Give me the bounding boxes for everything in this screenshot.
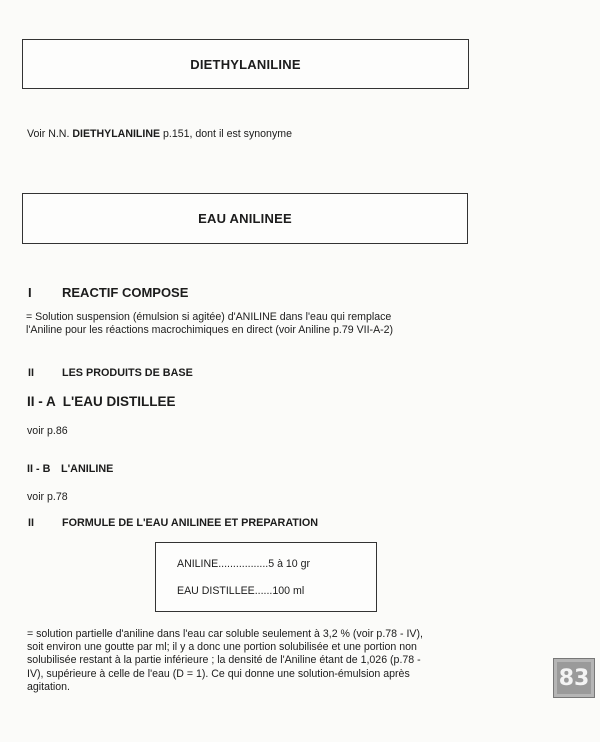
eau-anilinee-title-box xyxy=(22,193,468,244)
reference-suffix: p.151, dont il est synonyme xyxy=(160,128,292,140)
diethylaniline-title: DIETHYLANILINE xyxy=(190,56,301,72)
page-number: 83 xyxy=(553,658,595,698)
diethylaniline-reference xyxy=(27,128,292,141)
heading-reactif-compose xyxy=(28,285,188,300)
formula-line-eau-distillee: EAU DISTILLEE......100 ml xyxy=(177,585,305,597)
heading-eau-distillee: II - A L'EAU DISTILLEE xyxy=(27,394,176,409)
heading-text: LES PRODUITS DE BASE xyxy=(62,367,193,379)
heading-produits-de-base xyxy=(28,367,193,379)
heading-text: FORMULE DE L'EAU ANILINEE ET PREPARATION xyxy=(62,517,319,529)
heading-text: REACTIF COMPOSE xyxy=(62,285,189,300)
reactif-description xyxy=(26,311,393,337)
description-line: = Solution suspension (émulsion si agitée) d'ANILINE dans l'eau qui remplace xyxy=(26,311,392,323)
heading-number: I xyxy=(28,285,32,300)
solution-explanation xyxy=(27,628,423,694)
heading-text: L'ANILINE xyxy=(61,463,114,475)
diethylaniline-title-box xyxy=(22,39,469,89)
description-line: l'Aniline pour les réactions macrochimiques en direct (voir Aniline p.79 VII-A-2) xyxy=(26,324,394,336)
eau-anilinee-title: EAU ANILINEE xyxy=(198,211,292,226)
explanation-line: = solution partielle d'aniline dans l'eau car soluble seulement à 3,2 % (voir p.78 - IV), xyxy=(27,628,423,640)
explanation-line: soit environ une goutte par ml; il y a donc une portion solubilisée et une portion non xyxy=(27,641,417,654)
heading-aniline xyxy=(27,463,113,475)
eau-distillee-reference: voir p.86 xyxy=(27,425,68,437)
heading-number: II xyxy=(28,517,34,529)
explanation-line: agitation. xyxy=(27,680,70,693)
explanation-line: IV), supérieure à celle de l'eau (D = 1). Ce qui donne une solution-émulsion après xyxy=(27,667,410,680)
reference-prefix: Voir N.N. xyxy=(27,128,73,140)
formula-box xyxy=(155,542,377,612)
heading-number: II xyxy=(28,367,34,379)
heading-number: II - B xyxy=(27,463,51,475)
aniline-reference: voir p.78 xyxy=(27,491,68,503)
heading-formule xyxy=(28,517,318,529)
explanation-line: solubilisée restant à la partie inférieure ; la densité de l'Aniline étant de 1,026 (p.78 - xyxy=(27,654,421,667)
formula-line-aniline: ANILINE.................5 à 10 gr xyxy=(177,558,311,570)
reference-bold: DIETHYLANILINE xyxy=(72,128,161,140)
